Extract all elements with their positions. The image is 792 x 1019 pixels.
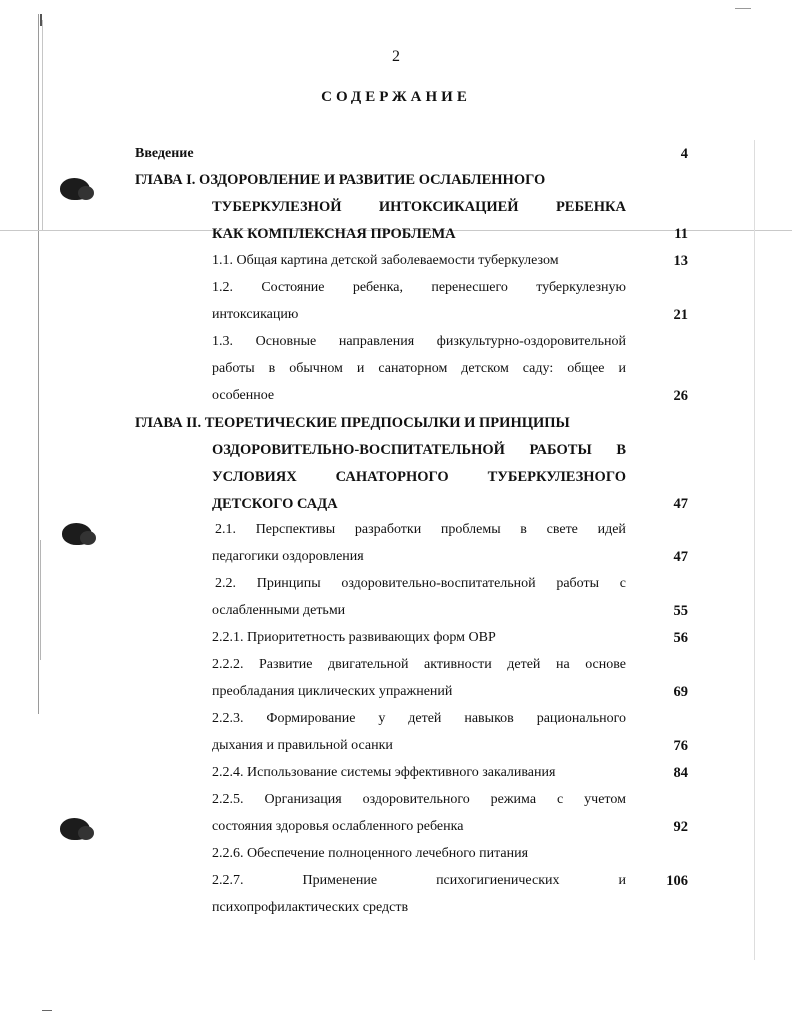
chapter-1-heading: КАК КОМПЛЕКСНАЯ ПРОБЛЕМА (212, 226, 456, 242)
scan-edge-line (40, 540, 41, 660)
corner-mark (42, 1010, 52, 1011)
toc-entry-intro: Введение (135, 146, 194, 161)
toc-page-2-2-5: 92 (673, 819, 688, 835)
chapter-1-heading: ТУБЕРКУЛЕЗНОЙ ИНТОКСИКАЦИЕЙ РЕБЕНКА (212, 199, 626, 215)
corner-mark (735, 8, 751, 9)
toc-page-1-2: 21 (673, 307, 688, 323)
toc-entry-1-3: 1.3. Основные направления физкультурно-оздоровительной (212, 334, 626, 349)
toc-entry-2-2-7: 2.2.7. Применение психогигиенических и (212, 873, 626, 888)
toc-entry-2-2-5: 2.2.5. Организация оздоровительного режима с учетом (212, 792, 626, 807)
toc-page-chapter-2: 47 (673, 496, 688, 512)
chapter-2-heading: УСЛОВИЯХ САНАТОРНОГО ТУБЕРКУЛЕЗНОГО (212, 469, 626, 485)
toc-page-2-2-2: 69 (673, 684, 688, 700)
toc-page-2-1: 47 (673, 549, 688, 565)
toc-page-1-1: 13 (673, 253, 688, 269)
toc-entry-2-2-7: психопрофилактических средств (212, 900, 409, 915)
toc-page-2-2-7: 106 (666, 873, 688, 889)
toc-entry-1-3: работы в обычном и санаторном детском саду: общее и (212, 361, 626, 376)
corner-mark (40, 14, 52, 26)
toc-entry-2-2-3: дыхания и правильной осанки (212, 738, 393, 753)
toc-page-2-2-4: 84 (673, 765, 688, 781)
toc-page-chapter-1: 11 (674, 226, 688, 242)
toc-page-2-2: 55 (673, 603, 688, 619)
toc-page-2-2-1: 56 (673, 630, 688, 646)
toc-entry-2-2-3: 2.2.3. Формирование у детей навыков рационального (212, 711, 626, 726)
chapter-2-heading: ДЕТСКОГО САДА (212, 496, 338, 512)
page-number: 2 (392, 48, 400, 65)
scan-edge-line (38, 14, 39, 714)
toc-page-intro: 4 (680, 146, 688, 162)
scan-edge-line (754, 140, 755, 960)
toc-entry-2-2: ослабленными детьми (212, 603, 346, 618)
toc-entry-2-2-2: преобладания циклических упражнений (212, 684, 453, 699)
toc-entry-2-2-6: 2.2.6. Обеспечение полноценного лечебного питания (212, 846, 529, 861)
toc-entry-2-2-4: 2.2.4. Использование системы эффективного закаливания (212, 765, 556, 780)
punch-hole-icon (60, 818, 90, 840)
chapter-2-heading: ГЛАВА II. ТЕОРЕТИЧЕСКИЕ ПРЕДПОСЫЛКИ И ПРИНЦИПЫ (135, 415, 570, 431)
toc-entry-1-1: 1.1. Общая картина детской заболеваемости туберкулезом (212, 253, 559, 268)
toc-entry-1-2: интоксикацию (212, 307, 299, 322)
chapter-1-heading: ГЛАВА I. ОЗДОРОВЛЕНИЕ И РАЗВИТИЕ ОСЛАБЛЕННОГО (135, 172, 546, 188)
toc-entry-1-2: 1.2. Состояние ребенка, перенесшего туберкулезную (212, 280, 626, 295)
toc-entry-2-2-1: 2.2.1. Приоритетность развивающих форм ОВР (212, 630, 496, 645)
punch-hole-icon (60, 178, 90, 200)
toc-entry-2-1: 2.1. Перспективы разработки проблемы в свете идей (215, 522, 626, 537)
toc-page-2-2-3: 76 (673, 738, 688, 754)
toc-entry-2-2-2: 2.2.2. Развитие двигательной активности детей на основе (212, 657, 626, 672)
toc-title: СОДЕРЖАНИЕ (321, 89, 471, 105)
chapter-2-heading: ОЗДОРОВИТЕЛЬНО-ВОСПИТАТЕЛЬНОЙ РАБОТЫ В (212, 442, 626, 458)
toc-page-1-3: 26 (673, 388, 688, 404)
toc-entry-1-3: особенное (212, 388, 275, 403)
punch-hole-icon (62, 523, 92, 545)
toc-entry-2-1: педагогики оздоровления (212, 549, 364, 564)
toc-entry-2-2-5: состояния здоровья ослабленного ребенка (212, 819, 464, 834)
toc-entry-2-2: 2.2. Принципы оздоровительно-воспитательной работы с (215, 576, 626, 591)
